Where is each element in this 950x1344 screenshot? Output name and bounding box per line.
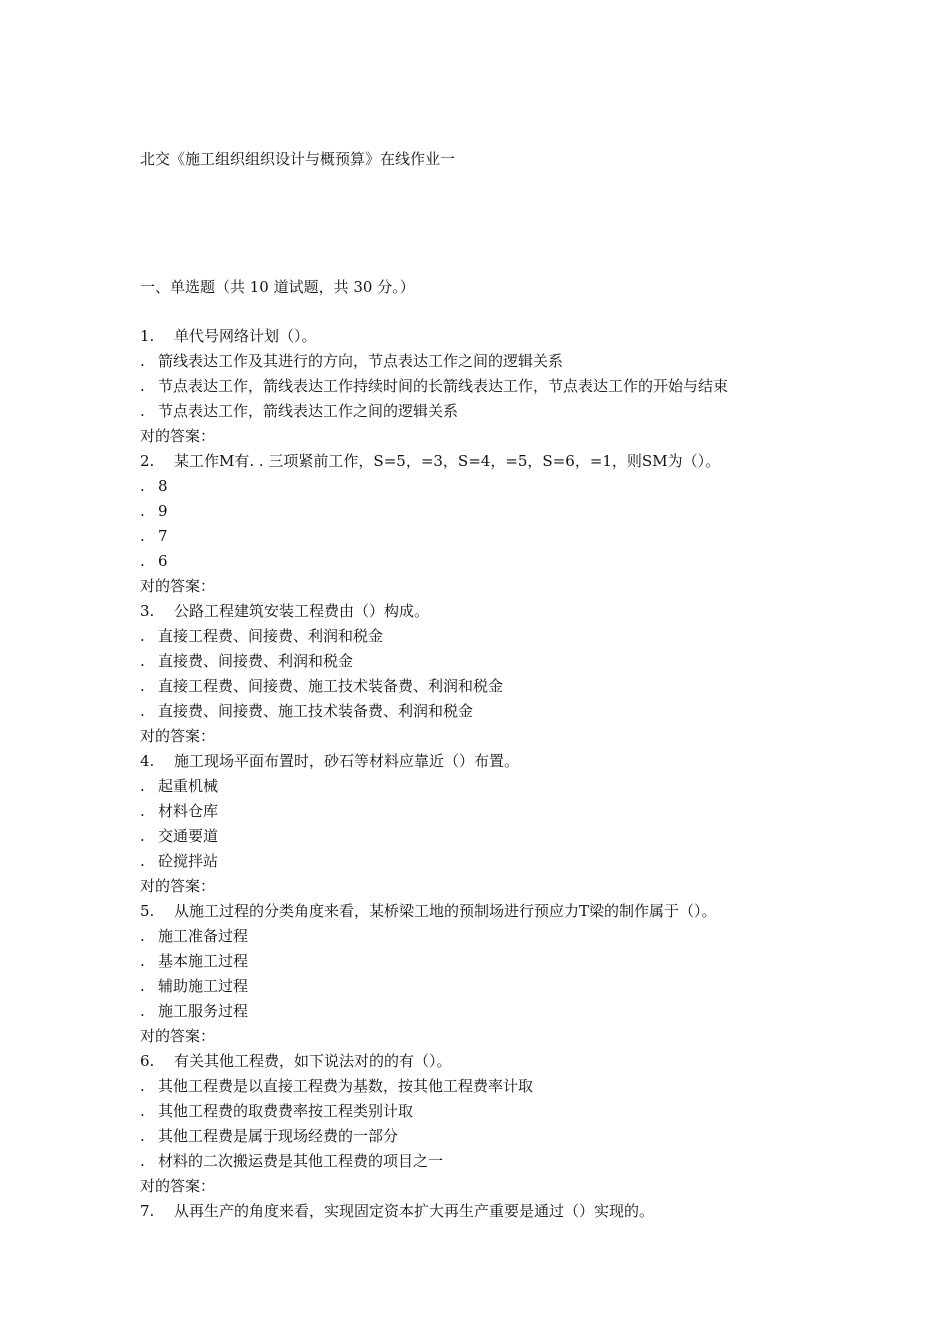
answer-label: 对的答案： (140, 877, 216, 895)
option-item (140, 824, 920, 849)
option-item (140, 549, 920, 574)
question-number: 6. (140, 1052, 155, 1070)
option-prefix: . (140, 927, 145, 945)
question-number: 5. (140, 902, 155, 920)
option-prefix: . (140, 402, 145, 420)
option-item (140, 649, 920, 674)
question-stem (140, 599, 920, 624)
option-prefix: . (140, 852, 145, 870)
question-number: 2. (140, 452, 155, 470)
option-item (140, 474, 920, 499)
option-item (140, 374, 920, 399)
option-prefix: . (140, 952, 145, 970)
option-prefix: . (140, 1077, 145, 1095)
option-item (140, 499, 920, 524)
option-text: 其他工程费是以直接工程费为基数，按其他工程费率计取 (158, 1077, 534, 1095)
answer-label: 对的答案： (140, 1027, 216, 1045)
question-stem (140, 1199, 920, 1224)
question-text: 从施工过程的分类角度来看，某桥梁工地的预制场进行预应力T梁的制作属于（）。 (174, 902, 717, 920)
option-prefix: . (140, 652, 145, 670)
option-text: 节点表达工作，箭线表达工作之间的逻辑关系 (158, 402, 459, 420)
option-prefix: . (140, 1102, 145, 1120)
option-item (140, 1149, 920, 1174)
question-number: 3. (140, 602, 155, 620)
option-item (140, 799, 920, 824)
question-stem (140, 899, 920, 924)
option-prefix: . (140, 802, 145, 820)
option-item (140, 949, 920, 974)
option-item (140, 849, 920, 874)
document-title: 北交《施工组织组织设计与概预算》在线作业一 (140, 150, 456, 168)
question-stem (140, 1049, 920, 1074)
option-text: 交通要道 (158, 827, 219, 845)
option-text: 施工准备过程 (158, 927, 249, 945)
option-text: 其他工程费是属于现场经费的一部分 (158, 1127, 399, 1145)
option-prefix: . (140, 677, 145, 695)
option-text: 砼搅拌站 (158, 852, 219, 870)
option-prefix: . (140, 552, 145, 570)
question-text: 从再生产的角度来看，实现固定资本扩大再生产重要是通过（）实现的。 (174, 1202, 655, 1220)
option-item (140, 924, 920, 949)
question-text: 施工现场平面布置时，砂石等材料应靠近（）布置。 (174, 752, 520, 770)
option-prefix: . (140, 527, 145, 545)
option-prefix: . (140, 777, 145, 795)
question-text: 某工作M有. . 三项紧前工作，S=5，=3，S=4，=5，S=6，=1，则SM为（）。 (174, 452, 721, 470)
section-title: 一、单选题（共 10 道试题，共 30 分。） (140, 278, 415, 296)
option-item (140, 699, 920, 724)
question-text: 公路工程建筑安装工程费由（）构成。 (174, 602, 430, 620)
question-stem (140, 749, 920, 774)
question-stem (140, 449, 920, 474)
option-text: 9 (158, 502, 168, 520)
option-item (140, 624, 920, 649)
option-item (140, 349, 920, 374)
option-prefix: . (140, 377, 145, 395)
question-text: 单代号网络计划（）。 (174, 327, 317, 345)
question-list (140, 324, 920, 1224)
option-item (140, 974, 920, 999)
option-text: 箭线表达工作及其进行的方向，节点表达工作之间的逻辑关系 (158, 352, 564, 370)
option-prefix: . (140, 702, 145, 720)
option-text: 直接工程费、间接费、施工技术装备费、利润和税金 (158, 677, 504, 695)
option-text: 6 (158, 552, 168, 570)
option-item (140, 1074, 920, 1099)
option-prefix: . (140, 352, 145, 370)
option-item (140, 674, 920, 699)
question-number: 4. (140, 752, 155, 770)
option-item (140, 399, 920, 424)
option-text: 其他工程费的取费费率按工程类别计取 (158, 1102, 414, 1120)
option-prefix: . (140, 1002, 145, 1020)
option-prefix: . (140, 477, 145, 495)
option-item (140, 999, 920, 1024)
option-prefix: . (140, 977, 145, 995)
answer-label: 对的答案： (140, 427, 216, 445)
option-text: 基本施工过程 (158, 952, 249, 970)
option-item (140, 774, 920, 799)
option-text: 材料仓库 (158, 802, 219, 820)
answer-label: 对的答案： (140, 1177, 216, 1195)
option-text: 施工服务过程 (158, 1002, 249, 1020)
option-prefix: . (140, 1152, 145, 1170)
answer-label: 对的答案： (140, 577, 216, 595)
option-prefix: . (140, 627, 145, 645)
option-text: 直接费、间接费、施工技术装备费、利润和税金 (158, 702, 474, 720)
option-prefix: . (140, 502, 145, 520)
option-text: 7 (158, 527, 168, 545)
question-stem (140, 324, 920, 349)
option-text: 辅助施工过程 (158, 977, 249, 995)
question-number: 1. (140, 327, 155, 345)
option-prefix: . (140, 1127, 145, 1145)
option-item (140, 1124, 920, 1149)
answer-label: 对的答案： (140, 727, 216, 745)
option-item (140, 524, 920, 549)
question-text: 有关其他工程费，如下说法对的的有（）。 (174, 1052, 452, 1070)
option-text: 直接工程费、间接费、利润和税金 (158, 627, 384, 645)
question-number: 7. (140, 1202, 155, 1220)
option-text: 起重机械 (158, 777, 219, 795)
option-prefix: . (140, 827, 145, 845)
option-text: 节点表达工作，箭线表达工作持续时间的长箭线表达工作，节点表达工作的开始与结束 (158, 377, 729, 395)
option-text: 8 (158, 477, 168, 495)
option-text: 材料的二次搬运费是其他工程费的项目之一 (158, 1152, 444, 1170)
option-text: 直接费、间接费、利润和税金 (158, 652, 354, 670)
option-item (140, 1099, 920, 1124)
